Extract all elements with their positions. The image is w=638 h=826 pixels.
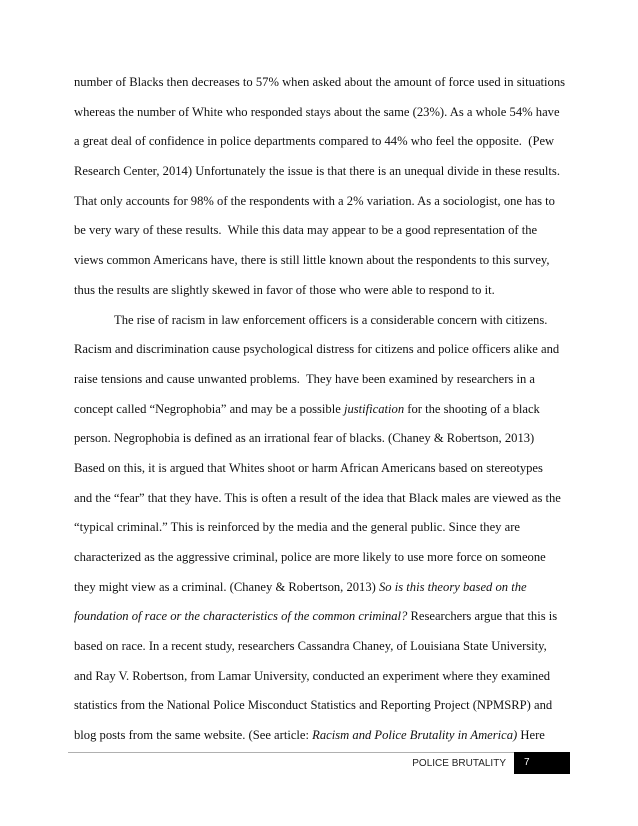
page-number: 7 [514,752,570,774]
text-line: person. Negrophobia is defined as an irrational fear of blacks. (Chaney & Robertson, 2013) [74,431,535,446]
text-line: concept called “Negrophobia” and may be a possible justification for the shooting of a black [74,395,574,425]
text-line: views common Americans have, there is still little known about the respondents to this survey, [74,253,550,268]
text-line: and Ray V. Robertson, from Lamar University, conducted an experiment where they examined [74,668,551,683]
body-text [74,68,574,751]
text-line: “typical criminal.” This is reinforced by the media and the general public. Since they are [74,520,520,535]
text-line: characterized as the aggressive criminal, police are more likely to use more force on someone [74,550,546,564]
text-line: That only accounts for 98% of the respondents with a 2% variation. As a sociologist, one has to [74,193,555,208]
text-line: foundation of race or the characteristics of the common criminal? Researchers argue that this is [74,602,574,632]
text-line: number of Blacks then decreases to 57% when asked about the amount of force used in situations [74,75,566,89]
text-line: raise tensions and cause unwanted problems. They have been examined by researchers in a [74,371,536,386]
italic-question: foundation of race or the characteristics of the common criminal? [74,609,408,624]
text-line: they might view as a criminal. (Chaney & Robertson, 2013) So is this theory based on the [74,573,574,603]
italic-article-title: Racism and Police Brutality in America) [312,728,518,743]
text-line: and the “fear” that they have. This is often a result of the idea that Black males are viewed as the [74,490,561,505]
italic-question: So is this theory based on the [379,579,527,594]
text-line: whereas the number of White who responded stays about the same (23%). As a whole 54% have [74,104,560,119]
text-line: Based on this, it is argued that Whites shoot or harm African Americans based on stereotypes [74,460,543,475]
text-line: Research Center, 2014) Unfortunately the issue is that there is an unequal divide in these results. [74,164,560,179]
paragraph-start-line: The rise of racism in law enforcement officers is a considerable concern with citizens. [114,312,548,327]
running-title: POLICE BRUTALITY [412,758,506,769]
text-line: thus the results are slightly skewed in favor of those who were able to respond to it. [74,282,495,297]
text-line: based on race. In a recent study, researchers Cassandra Chaney, of Louisiana State University, [74,639,547,654]
footer-divider [68,752,570,753]
text-line: statistics from the National Police Misconduct Statistics and Reporting Project (NPMSRP) and [74,698,553,713]
text-line: a great deal of confidence in police departments compared to 44% who feel the opposite. (Pew [74,134,555,149]
text-line: be very wary of these results. While this data may appear to be a good representation of the [74,223,538,238]
italic-emphasis: justification [343,401,405,416]
text-line: Racism and discrimination cause psychological distress for citizens and police officers alike and [74,342,560,357]
text-line: blog posts from the same website. (See article: Racism and Police Brutality in America) Here [74,721,574,751]
